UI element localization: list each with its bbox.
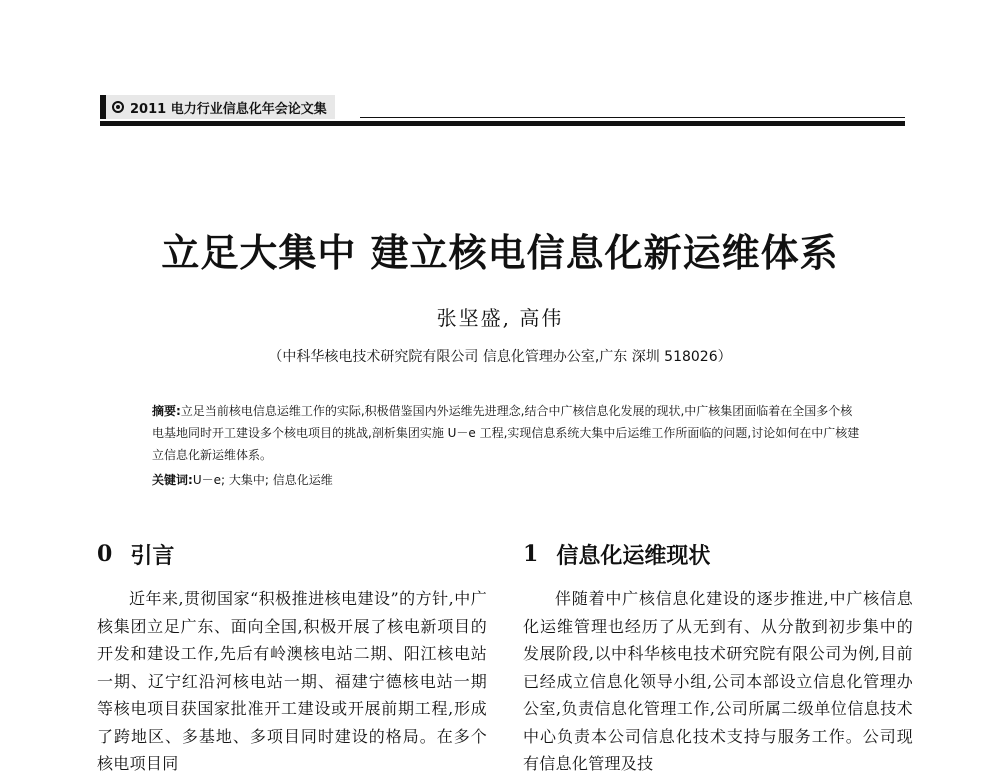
- keywords: [152, 469, 862, 491]
- section-heading: [97, 537, 487, 571]
- keywords-label: 关键词:: [152, 473, 193, 487]
- running-head: [100, 95, 335, 119]
- running-head-text: 2011 电力行业信息化年会论文集: [130, 101, 327, 117]
- header-rule-thin: [360, 117, 905, 118]
- paper-affiliation: （中科华核电技术研究院有限公司 信息化管理办公室,广东 深圳 518026）: [268, 349, 732, 365]
- keywords-text: U－e; 大集中; 信息化运维: [192, 473, 333, 487]
- section-body: 近年来,贯彻国家“积极推进核电建设”的方针,中广核集团立足广东、面向全国,积极开展了核电新项目的开发和建设工作,先后有岭澳核电站二期、阳江核电站一期、辽宁红沿河核电站一期、福建宁德核电站一期等核电项目获国家批准开工建设或开展前期工程,形成了跨地区、多基地、多项目同时建设的格局。在多个核电项目同: [97, 589, 487, 773]
- section-introduction: [97, 537, 487, 778]
- paper-authors: 张坚盛, 高伟: [436, 306, 564, 330]
- section-body: 伴随着中广核信息化建设的逐步推进,中广核信息化运维管理也经历了从无到有、从分散到初步集中的发展阶段,以中科华核电技术研究院有限公司为例,目前已经成立信息化领导小组,公司本部设立信息化管理办公室,负责信息化管理工作,公司所属二级单位信息技术中心负责本公司信息化技术支持与服务工作。公司现有信息化管理及技: [523, 589, 913, 773]
- section-status: [523, 537, 913, 778]
- header-rule-thick: [100, 121, 905, 126]
- section-title: 信息化运维现状: [556, 542, 711, 569]
- paper-title: 立足大集中 建立核电信息化新运维体系: [161, 230, 839, 275]
- section-title: 引言: [130, 542, 175, 569]
- abstract-text: 立足当前核电信息运维工作的实际,积极借鉴国内外运维先进理念,结合中广核信息化发展的现状,中广核集团面临着在全国多个核电基地同时开工建设多个核电项目的挑战,剖析集团实施 U－e 工程,实现信息系统大集中后运维工作所面临的问题,讨论如何在中广核建立信息化新运维体系。: [152, 404, 860, 462]
- abstract-label: 摘要:: [152, 404, 181, 418]
- section-number: 1: [523, 541, 539, 567]
- section-heading: [523, 537, 913, 571]
- conference-logo-icon: [112, 101, 124, 113]
- section-number: 0: [97, 541, 113, 567]
- abstract: [152, 400, 862, 466]
